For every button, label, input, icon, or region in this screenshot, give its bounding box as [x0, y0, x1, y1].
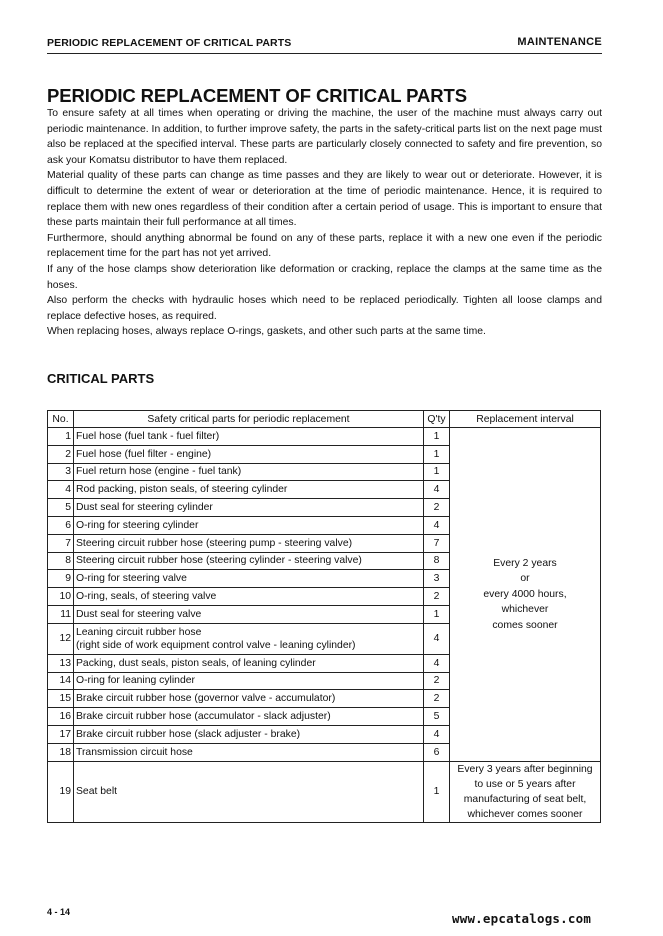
- replacement-interval-cell: [450, 428, 601, 762]
- row-qty: 3: [424, 570, 450, 588]
- row-qty: 4: [424, 654, 450, 672]
- interval-line: or: [520, 573, 530, 585]
- row-no: 8: [48, 552, 74, 570]
- intro-text: [47, 106, 602, 340]
- table-row: [48, 761, 601, 823]
- row-qty: 5: [424, 708, 450, 726]
- interval-line: Every 3 years after beginning: [457, 763, 593, 775]
- row-qty: 2: [424, 690, 450, 708]
- row-no: 15: [48, 690, 74, 708]
- row-qty: 4: [424, 623, 450, 654]
- header-section-title: PERIODIC REPLACEMENT OF CRITICAL PARTS: [47, 37, 292, 49]
- table-row: [48, 428, 601, 446]
- row-part: Steering circuit rubber hose (steering cylinder - steering valve): [74, 552, 424, 570]
- row-no: 18: [48, 743, 74, 761]
- row-no: 19: [48, 761, 74, 823]
- row-part: Seat belt: [74, 761, 424, 823]
- row-no: 14: [48, 672, 74, 690]
- row-part-line: (right side of work equipment control valve - leaning cylinder): [76, 639, 356, 651]
- row-no: 6: [48, 516, 74, 534]
- row-qty: 4: [424, 516, 450, 534]
- row-no: 17: [48, 725, 74, 743]
- row-qty: 2: [424, 499, 450, 517]
- row-qty: 1: [424, 428, 450, 446]
- row-qty: 4: [424, 481, 450, 499]
- header-chapter-title: MAINTENANCE: [517, 36, 602, 48]
- row-part: Rod packing, piston seals, of steering cylinder: [74, 481, 424, 499]
- interval-line: every 4000 hours,: [483, 588, 567, 600]
- table-header-row: [48, 411, 601, 428]
- row-qty: 1: [424, 605, 450, 623]
- seat-belt-interval-cell: [450, 761, 601, 823]
- row-part: Packing, dust seals, piston seals, of leaning cylinder: [74, 654, 424, 672]
- site-watermark: www.epcatalogs.com: [452, 911, 592, 926]
- row-part: Dust seal for steering valve: [74, 605, 424, 623]
- header-no: No.: [48, 411, 74, 428]
- row-part: Transmission circuit hose: [74, 743, 424, 761]
- row-qty: 7: [424, 534, 450, 552]
- critical-parts-heading: CRITICAL PARTS: [47, 371, 155, 386]
- row-qty: 8: [424, 552, 450, 570]
- interval-line: comes sooner: [492, 619, 558, 631]
- row-no: 3: [48, 463, 74, 481]
- paragraph: Furthermore, should anything abnormal be found on any of these parts, replace it with a new one even if the periodic replacement time for the part has not yet arrived.: [47, 232, 602, 260]
- page-header: [47, 36, 602, 56]
- row-no: 11: [48, 605, 74, 623]
- row-part-line: Leaning circuit rubber hose: [76, 626, 202, 638]
- paragraph: Also perform the checks with hydraulic hoses which need to be replaced periodically. Tighten all loose clamps and replace defective hoses, as required.: [47, 295, 602, 322]
- row-part: O-ring for steering valve: [74, 570, 424, 588]
- interval-line: to use or 5 years after: [474, 778, 576, 790]
- header-interval: Replacement interval: [450, 411, 601, 428]
- critical-parts-table: [47, 410, 601, 823]
- paragraph: When replacing hoses, always replace O-rings, gaskets, and other such parts at the same time.: [47, 326, 486, 338]
- row-part: O-ring for steering cylinder: [74, 516, 424, 534]
- row-no: 9: [48, 570, 74, 588]
- row-qty: 2: [424, 672, 450, 690]
- interval-line: whichever: [501, 604, 549, 616]
- row-part: Brake circuit rubber hose (governor valve - accumulator): [74, 690, 424, 708]
- header-part: Safety critical parts for periodic replacement: [74, 411, 424, 428]
- page-number: 4 - 14: [47, 907, 71, 917]
- row-part: Brake circuit rubber hose (accumulator - slack adjuster): [74, 708, 424, 726]
- header-rule: [47, 53, 602, 54]
- interval-line: Every 2 years: [493, 557, 557, 569]
- row-part: Fuel hose (fuel filter - engine): [74, 445, 424, 463]
- row-no: 1: [48, 428, 74, 446]
- row-qty: 4: [424, 725, 450, 743]
- row-no: 5: [48, 499, 74, 517]
- row-qty: 1: [424, 463, 450, 481]
- row-no: 16: [48, 708, 74, 726]
- row-no: 10: [48, 588, 74, 606]
- row-no: 12: [48, 623, 74, 654]
- row-no: 7: [48, 534, 74, 552]
- row-no: 13: [48, 654, 74, 672]
- interval-line: manufacturing of seat belt,: [463, 793, 587, 805]
- row-no: 2: [48, 445, 74, 463]
- paragraph: If any of the hose clamps show deterioration like deformation or cracking, replace the clamps at the same time as the hoses.: [47, 263, 602, 291]
- row-qty: 6: [424, 743, 450, 761]
- row-part: Fuel hose (fuel tank - fuel filter): [74, 428, 424, 446]
- row-qty: 1: [424, 445, 450, 463]
- header-qty: Q'ty: [424, 411, 450, 428]
- row-part: [74, 623, 424, 654]
- row-qty: 2: [424, 588, 450, 606]
- row-part: Dust seal for steering cylinder: [74, 499, 424, 517]
- row-part: O-ring, seals, of steering valve: [74, 588, 424, 606]
- paragraph: Material quality of these parts can change as time passes and they are likely to wear out or deteriorate. However, it is difficult to determine the extent of wear or deterioration at the time of periodic maintenance. Hence, it is required to replace them with new ones regardless of their condition after a certain period of usage. This is important to ensure that these parts maintain their full performance at all times.: [47, 170, 602, 229]
- row-qty: 1: [424, 761, 450, 823]
- row-part: Fuel return hose (engine - fuel tank): [74, 463, 424, 481]
- row-part: O-ring for leaning cylinder: [74, 672, 424, 690]
- paragraph: To ensure safety at all times when operating or driving the machine, the user of the machine must always carry out periodic maintenance. In addition, to further improve safety, the parts in the safety-critical parts list on the next page must also be replaced at the specified interval. These parts are particularly closely connected to safety and fire prevention, so ask your Komatsu distributor to have them replaced.: [47, 108, 602, 166]
- interval-line: whichever comes sooner: [467, 809, 583, 821]
- row-part: Brake circuit rubber hose (slack adjuster - brake): [74, 725, 424, 743]
- page-title: PERIODIC REPLACEMENT OF CRITICAL PARTS: [47, 85, 468, 106]
- row-part: Steering circuit rubber hose (steering pump - steering valve): [74, 534, 424, 552]
- row-no: 4: [48, 481, 74, 499]
